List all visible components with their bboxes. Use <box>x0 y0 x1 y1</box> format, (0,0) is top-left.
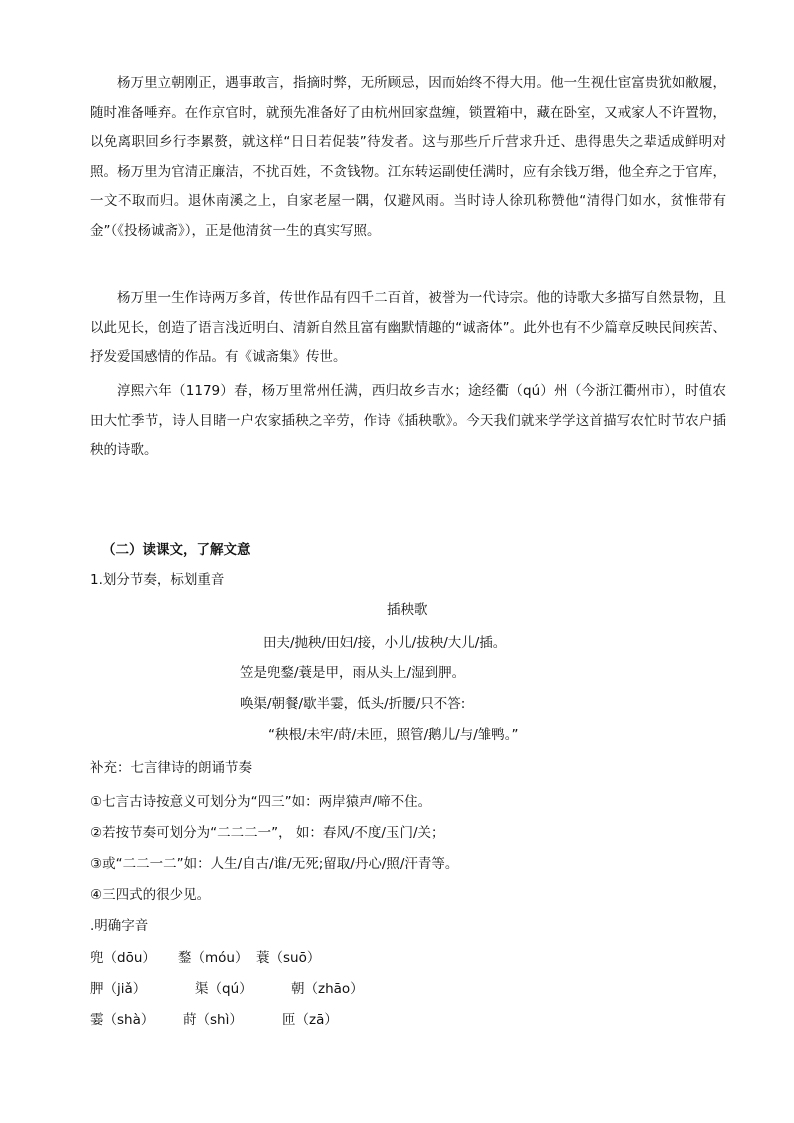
supplement-item-1: ①七言古诗按意义可划分为“四三”如：两岸猿声/啼不住。 <box>90 794 432 810</box>
supplement-item-4: ④三四式的很少见。 <box>90 887 211 903</box>
pronunciation-item: 胛（jiǎ） <box>90 981 147 997</box>
supplement-item-2: ②若按节奏可划分为“二二二一”， 如：春风/不度/玉门/关； <box>90 825 445 841</box>
supplement-item-3: ③或“二二一二”如：人生/自古/谁/无死;留取/丹心/照/汗青等。 <box>90 856 459 872</box>
pronunciation-item: 朝（zhāo） <box>291 981 364 997</box>
poem-line-1: 田夫/抛秧/田妇/接，小儿/拔秧/大儿/插。 <box>263 635 507 651</box>
pronunciation-item: 渠（qú） <box>195 981 253 997</box>
pronunciation-title: .明确字音 <box>90 918 149 934</box>
pronunciation-item: 鍪（móu） <box>178 950 249 966</box>
poem-line-4: “秧根/未牢/莳/未匝，照管/鹅儿/与/雏鸭。” <box>268 727 519 743</box>
pronunciation-item: 莳（shì） <box>183 1012 243 1028</box>
poem-line-2: 笠是兜鍪/蓑是甲，雨从头上/湿到胛。 <box>240 665 466 681</box>
poem-line-3: 唤渠/朝餐/歇半霎，低头/折腰/只不答: <box>240 696 466 712</box>
supplement-title: 补充：七言律诗的朗诵节奏 <box>90 760 252 776</box>
pronunciation-item: 蓑（suō） <box>256 950 321 966</box>
intro-paragraph-1: 杨万里立朝刚正，遇事敢言，指摘时弊，无所顾忌，因而始终不得大用。他一生视仕宦富贵犹如敝履，随时准备唾弃。在作京官时，就预先准备好了由杭州回家盘缠，锁置箱中，藏在卧室，又戒家人不许置物，以免离职回乡行李累赘，就这样“日日若促装”待发者。这与那些斤斤营求升迁、患得患失之辈适成鲜明对照。杨万里为官清正廉洁，不扰百姓，不贪钱物。江东转运副使任满时，应有余钱万缗，他全弃之于官库，一文不取而归。退休南溪之上，自家老屋一隅，仅避风雨。当时诗人徐玑称赞他“清得门如水，贫惟带有金”（《投杨诚斋》），正是他清贫一生的真实写照。 <box>90 75 726 239</box>
section-heading: （二）读课文，了解文意 <box>102 542 251 558</box>
pronunciation-item: 兜（dōu） <box>90 950 156 966</box>
step-1-label: 1.划分节奏，标划重音 <box>90 572 225 588</box>
poem-title: 插秧歌 <box>387 602 428 618</box>
intro-paragraph-2: 杨万里一生作诗两万多首，传世作品有四千二百首，被誉为一代诗宗。他的诗歌大多描写自然景物，且以此见长，创造了语言浅近明白、清新自然且富有幽默情趣的“诚斋体”。此外也有不少篇章反映民间疾苦、抒发爱国感情的作品。有《诚斋集》传世。 <box>90 290 726 365</box>
intro-paragraph-3: 淳熙六年（1179）春，杨万里常州任满，西归故乡吉水；途经衢（qú）州（今浙江衢州市），时值农田大忙季节，诗人目睹一户农家插秧之辛劳，作诗《插秧歌》。今天我们就来学学这首描写农忙时节农户插秧的诗歌。 <box>90 383 726 458</box>
pronunciation-item: 霎（shà） <box>90 1012 155 1028</box>
pronunciation-item: 匝（zā） <box>282 1012 338 1028</box>
